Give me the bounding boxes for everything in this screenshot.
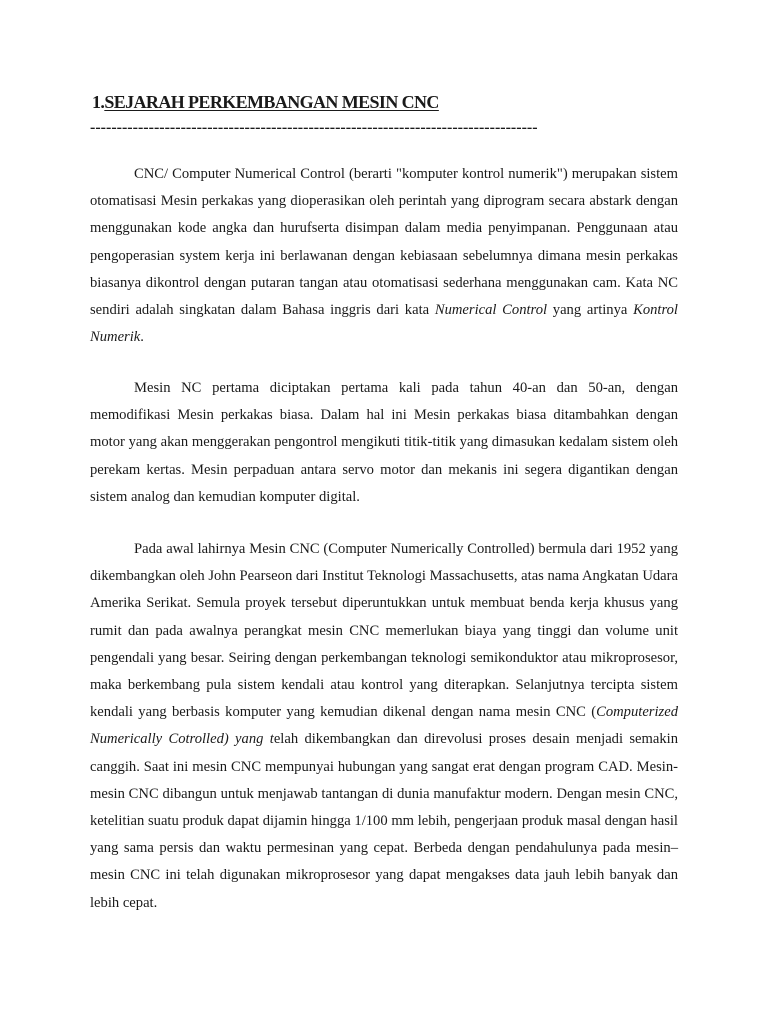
section-number: 1. [92, 92, 105, 112]
italic-term: Numerical Control [434, 302, 548, 319]
paragraph-text: elah dikembangkan dan direvolusi proses desain menjadi semakin canggih. Saat ini mesin CNC mempunyai hubungan yang sangat erat dengan program CAD. Mesin-mesin CNC dibangun untuk menjawab tantangan di dunia manufaktur modern. Dengan mesin CNC, ketelitian suatu produk dapat dijamin hingga 1/100 mm lebih, pengerjaan produk masal dengan hasil yang sama persis dan waktu permesinan yang cepat. Berbeda dengan pendahulunya pada mesin–mesin CNC ini telah digunakan mikroprosesor yang dapat mengakses data jauh lebih banyak dan lebih cepat. [90, 731, 678, 911]
paragraph-text: Mesin NC pertama diciptakan pertama kali pada tahun 40-an dan 50-an, dengan memodifikasi Mesin perkakas biasa. Dalam hal ini Mesin perkakas biasa ditambahkan dengan motor yang akan menggerakan pengontrol mengikuti titik-titik yang dimasukan kedalam sistem oleh perekam kertas. Mesin perpaduan antara servo motor dan mekanis ini segera digantikan dengan sistem analog dan kemudian komputer digital. [90, 380, 678, 505]
paragraph-text: . [140, 329, 144, 346]
paragraph-text: CNC/ Computer Numerical Control (berarti "komputer kontrol numerik") merupakan sistem otomatisasi Mesin perkakas yang dioperasikan oleh perintah yang diprogram secara abstark dengan menggunakan kode angka dan hurufserta disimpan dalam media penyimpanan. Penggunaan atau pengoperasian system kerja ini berlawanan dengan kebiasaan sebelumnya dimana mesin perkakas biasanya dikontrol dengan putaran tangan atau otomatisasi sederhana menggunakan cam. Kata NC sendiri adalah singkatan dalam Bahasa inggris dari kata [90, 166, 678, 319]
section-title: SEJARAH PERKEMBANGAN MESIN CNC [104, 92, 439, 112]
italic-term: Computerized Numerically Cotrolled) yang t [90, 704, 678, 748]
dashed-divider: ------------------------------------------------------------------------------------ [90, 119, 538, 136]
paragraph-text: yang artinya [547, 302, 634, 319]
paragraph-2 [90, 375, 678, 511]
italic-term: Kontrol Numerik [90, 302, 678, 346]
section-heading [92, 92, 439, 113]
paragraph-1 [90, 161, 678, 351]
paragraph-text: Pada awal lahirnya Mesin CNC (Computer Numerically Controlled) bermula dari 1952 yang dikembangkan oleh John Pearseon dari Institut Teknologi Massachusetts, atas nama Angkatan Udara Amerika Serikat. Semula proyek tersebut diperuntukkan untuk membuat benda kerja khusus yang rumit dan pada awalnya perangkat mesin CNC memerlukan biaya yang tinggi dan volume unit pengendali yang besar. Seiring dengan perkembangan teknologi semikonduktor atau mikroprosesor, maka berkembang pula sistem kendali atau kontrol yang diterapkan. Selanjutnya tercipta sistem kendali yang berbasis komputer yang kemudian dikenal dengan nama mesin CNC ( [90, 541, 678, 721]
paragraph-3 [90, 536, 678, 917]
